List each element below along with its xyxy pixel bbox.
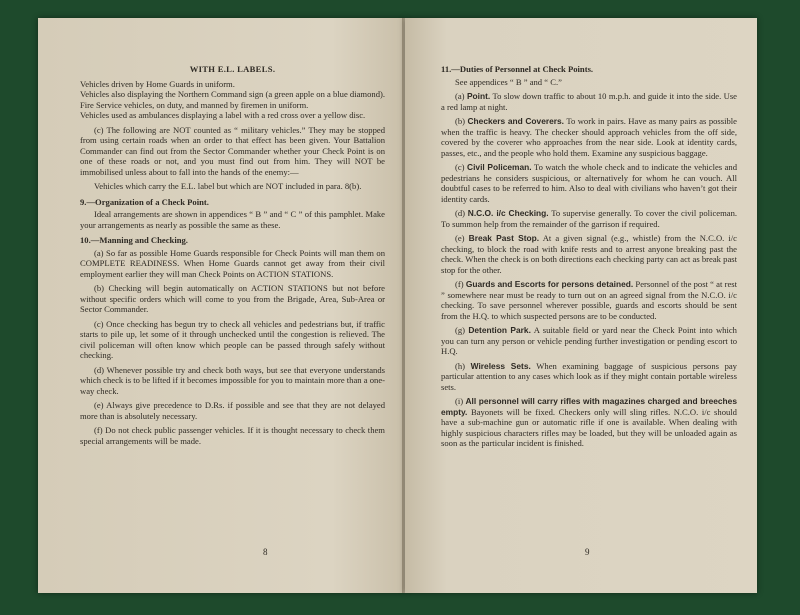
section-11-intro: See appendices “ B ” and “ C.” [455, 76, 562, 87]
section-11-title: 11.—Duties of Personnel at Check Points. [441, 64, 594, 74]
section-9-text: Ideal arrangements are shown in appendices “ B ” and “ C ” of this pamphlet. Make your arrangements as nearly as possible the same as these. [80, 209, 385, 230]
duty-item-letter: (g) [455, 325, 466, 335]
section-10-b: (b) Checking will begin automatically on ACTION STATIONS but not before without specific orders which will come to you from the Brigade, Area, Sub-Area or Sector Commander. [80, 283, 385, 314]
section-9-title: 9.—Organization of a Check Point. [80, 196, 209, 207]
duty-item [441, 361, 737, 393]
page-number: 8 [263, 547, 268, 557]
duty-item [441, 91, 737, 112]
section-heading: WITH E.L. LABELS. [189, 64, 276, 74]
duty-item-text: At a given signal (e.g., whistle) from the N.C.O. i/c checking, to block the road with knife rests and to arrest anyone breaking past the check. When the check is on both directions each checking party can act as break past stop for the other. [441, 233, 737, 275]
section-10-d: (d) Whenever possible try and check both ways, but see that everyone understands which check is to be lifted if it becomes impossible for you to maintain more than a one-way check. [80, 364, 385, 396]
duty-item-letter: (e) [455, 233, 465, 243]
section-10-c: (c) Once checking has begun try to check all vehicles and pedestrians but, if traffic starts to pile up, let some of it through unchecked until the congestion is relieved. The civil policeman will often know which people can be passed through safely without checking. [80, 318, 385, 360]
duty-item-letter: (f) [455, 279, 464, 289]
duty-item-text: When examining baggage of suspicious persons pay particular attention to any cases which look as if they might contain portable wireless sets. [441, 360, 737, 392]
duty-item-text: To work in pairs. Have as many pairs as possible when the traffic is heavy. The checker should approach vehicles from the off side, covered by the coverer who approaches from the near side. Look at identity cards, passes, etc., and the people who hold them. Examine any suspicious baggage. [441, 116, 737, 158]
duty-item [441, 233, 737, 275]
duty-item [441, 279, 737, 321]
duty-item-letter: (a) [455, 91, 465, 101]
duty-item-title: Detention Park. [468, 325, 531, 335]
duty-item-title: N.C.O. i/c Checking. [467, 208, 549, 218]
label-item: Vehicles used as ambulances displaying a label with a red cross over a yellow disc. [80, 110, 366, 120]
section-10-a: (a) So far as possible Home Guards responsible for Check Points will man them on COMPLETE READINESS. When Home Guards cannot get away from their civil employment earlier they will man Check Points on ACTION STATIONS. [80, 247, 385, 279]
right-page [405, 18, 757, 593]
section-10-e: (e) Always give precedence to D.Rs. if possible and see that they are not delayed more than is absolutely necessary. [80, 400, 385, 421]
duty-item [441, 325, 737, 357]
duty-item-letter: (i) [455, 396, 464, 406]
duty-item-title: Civil Policeman. [467, 162, 532, 172]
duty-item-title: Wireless Sets. [470, 360, 531, 371]
duty-item-letter: (d) [455, 208, 466, 218]
duty-item-text: To watch the whole check and to indicate the vehicles and pedestrians he considers suspicious, or alternatively for whom he can vouch. All doubtful cases to be referred to him. Also to deal with civilians who haven’t got their identity cards. [441, 162, 738, 204]
right-page-text [441, 64, 737, 449]
section-10-title: 10.—Manning and Checking. [80, 235, 188, 245]
duty-item-letter: (h) [455, 360, 466, 371]
duty-item-text: Bayonets will be fixed. Checkers only will sling rifles. N.C.O. i/c should have a sub-machine gun or automatic rifle if one is available. When dealing with highly suspicious characters rifles may be loaded, but they will be unloaded again as soon as the particular incident is finished. [441, 406, 737, 448]
duty-item-letter: (b) [455, 116, 466, 126]
duty-item-title: Point. [466, 91, 491, 101]
label-item: Fire Service vehicles, on duty, and manned by firemen in uniform. [80, 99, 309, 110]
page-number: 9 [585, 547, 590, 557]
label-item: Vehicles also displaying the Northern Command sign (a green apple on a blue diamond). [80, 89, 386, 99]
duty-item [441, 116, 737, 158]
duty-item-title: All personnel will carry rifles with magazines charged and breeches empty. [441, 396, 737, 417]
duty-item [441, 208, 737, 229]
duty-item [441, 396, 737, 449]
duty-item-text: Personnel of the post “ at rest ” somewhere near must be ready to turn out on an agreed signal from the N.C.O. i/c checking. To save personnel wherever possible, guards and escorts should be sent from the H.Q. to which suspected persons are to be conducted. [441, 279, 737, 321]
left-page [38, 18, 405, 593]
section-10-f: (f) Do not check public passenger vehicles. If it is thought necessary to check them special arrangements will be made. [80, 425, 385, 446]
paragraph-c-note: Vehicles which carry the E.L. label but which are NOT included in para. 8(b). [94, 181, 362, 191]
duty-item-title: Checkers and Coverers. [467, 116, 565, 126]
label-item: Vehicles driven by Home Guards in uniform. [80, 78, 235, 89]
duty-item-text: To slow down traffic to about 10 m.p.h. and guide it into the side. Use a red lamp at night. [441, 91, 737, 112]
duty-item-title: Guards and Escorts for persons detained. [465, 279, 634, 289]
duty-item [441, 162, 737, 204]
duty-list [441, 91, 737, 449]
duty-item-title: Break Past Stop. [468, 233, 540, 243]
paragraph-c: (c) The following are NOT counted as “ military vehicles.” They may be stopped from using certain roads when an order to that effect has been given. Your Battalion Commander can find out from the Sector Commander whether your Check Point is on one of these roads or not, and you must find out from him. They will NOT be immobilised unless about to fall into the hands of the enemy:— [80, 124, 385, 177]
left-page-text [80, 64, 385, 446]
duty-item-text: To supervise generally. To cover the civil policeman. To summon help from the remainder of the garrison if required. [441, 208, 738, 229]
duty-item-text: A suitable field or yard near the Check Point into which you can turn any person or vehicle pending further investigation or pending escort to H.Q. [441, 325, 737, 356]
duty-item-letter: (c) [455, 162, 465, 172]
